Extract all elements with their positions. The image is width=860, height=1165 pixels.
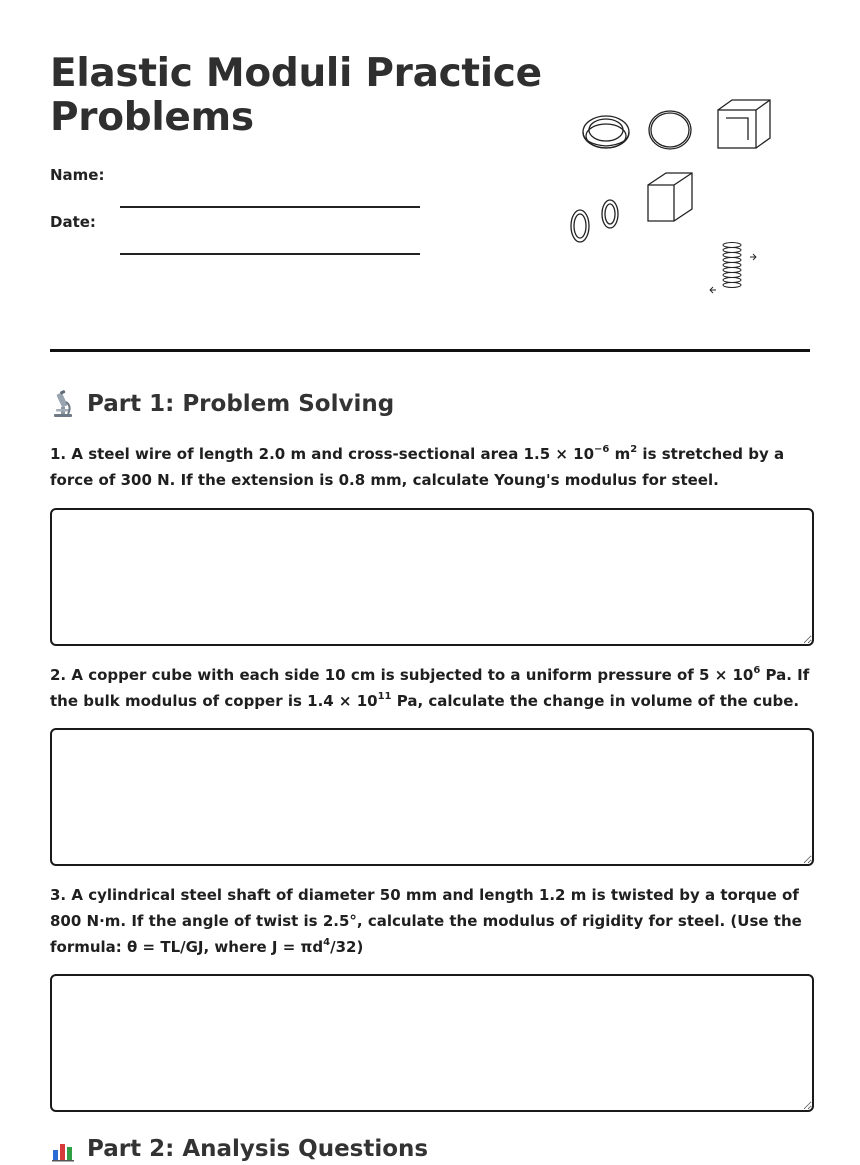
name-label: Name: [50,166,105,184]
part2-heading [50,1133,428,1165]
part1-heading [50,388,394,420]
section-divider [50,349,810,352]
exponent: 4 [323,937,331,948]
exponent: 2 [630,444,638,455]
answer-box-3[interactable] [50,974,814,1112]
question-number: 1. [50,445,67,463]
name-input[interactable] [120,186,420,208]
answer-box-1[interactable] [50,508,814,646]
question-2 [50,662,815,714]
question-text: A cylindrical steel shaft of diameter 50 mm and length 1.2 m is twisted by a torque of 800 N·m. If the angle of twist is 2.5°, calculate the modulus of rigidity for steel. (Use the formula: θ = TL/GJ, where J = πd [50,886,802,956]
elastic-objects-illustration [560,90,790,305]
question-3 [50,882,815,960]
worksheet-title: Elastic Moduli Practice Problems [50,51,542,140]
microscope-icon [50,390,76,418]
date-input[interactable] [120,233,420,255]
exponent: −6 [594,444,610,455]
part2-heading-text: Part 2: Analysis Questions [87,1136,429,1162]
question-text: A steel wire of length 2.0 m and cross-sectional area 1.5 × 10 [71,445,595,463]
question-1 [50,441,815,493]
question-text: Pa. If the bulk modulus of copper is 1.4 × 10 [50,666,810,710]
date-field-row [50,213,430,253]
question-text: Pa, calculate the change in volume of the cube. [391,692,800,710]
exponent: 6 [753,665,761,676]
date-label: Date: [50,213,96,231]
question-text: A copper cube with each side 10 cm is subjected to a uniform pressure of 5 × 10 [71,666,754,684]
answer-box-2[interactable] [50,728,814,866]
question-number: 2. [50,666,67,684]
name-field-row [50,166,430,206]
question-text: is stretched by a force of 300 N. If the extension is 0.8 mm, calculate Young's modulus for steel. [50,445,785,489]
question-text: /32) [330,938,364,956]
question-number: 3. [50,886,67,904]
part1-heading-text: Part 1: Problem Solving [87,391,395,417]
question-text: m [609,445,631,463]
bar-chart-icon [50,1135,76,1163]
exponent: 11 [377,691,392,702]
